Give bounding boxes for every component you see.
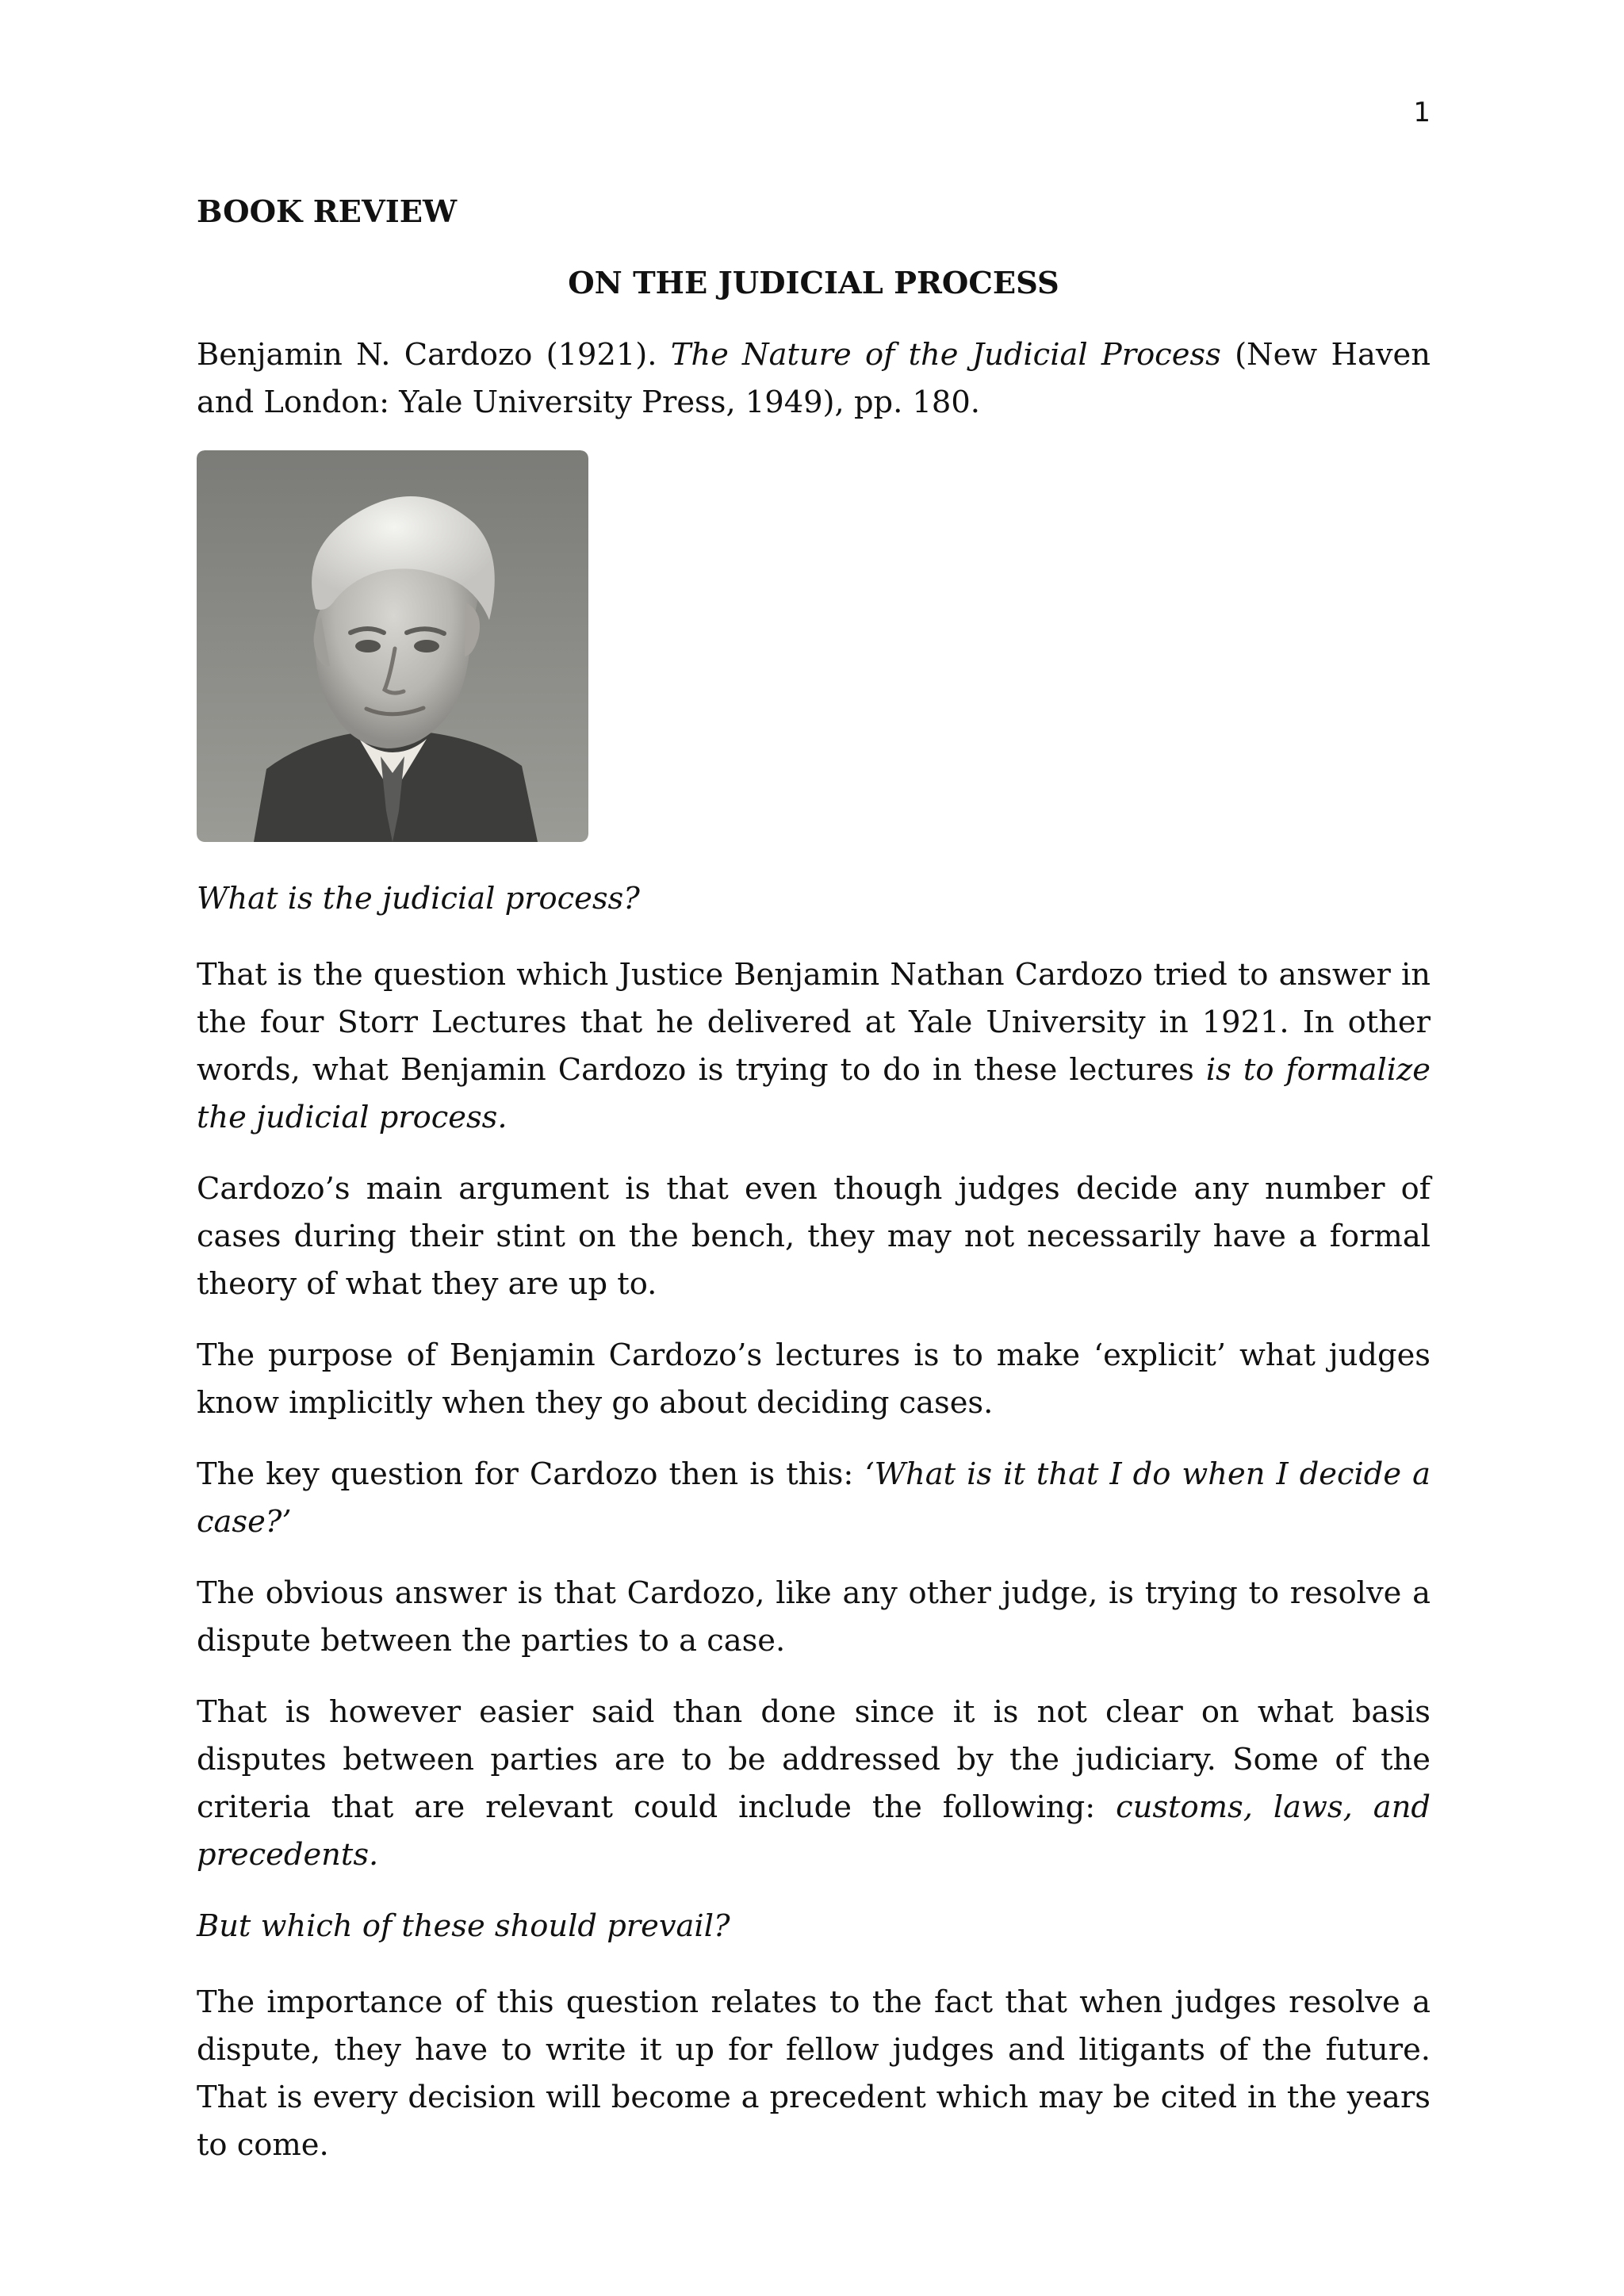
paragraph-5: The obvious answer is that Cardozo, like any other judge, is trying to resolve a dispute between the parties to a case.	[197, 1575, 1431, 1659]
paragraph-4-emphasis: ‘What is it that I do when I decide a case?’	[197, 1456, 1431, 1540]
paragraph-6	[197, 1689, 1431, 1879]
question-heading-1: What is the judicial process?	[197, 881, 640, 916]
paragraph-1-emphasis: is to formalize the judicial process.	[197, 1052, 1431, 1135]
book-citation	[197, 331, 1431, 427]
citation-book-title: The Nature of the Judicial Process	[670, 337, 1221, 373]
citation-prefix: Benjamin N. Cardozo (1921).	[197, 337, 671, 373]
paragraph-3: The purpose of Benjamin Cardozo’s lectures is to make ‘explicit’ what judges know implicitly when they go about deciding cases.	[197, 1337, 1431, 1421]
question-heading-2: But which of these should prevail?	[197, 1908, 730, 1944]
paragraph-1	[197, 951, 1431, 1142]
document-body	[197, 189, 1431, 2193]
page-number: 1	[1413, 97, 1431, 128]
citation-suffix: (New Haven and London: Yale University Press, 1949), pp. 180.	[197, 337, 1431, 420]
paragraph-7: The importance of this question relates to the fact that when judges resolve a dispute, they have to write it up for fellow judges and litigants of the future. That is every decision will become a precedent which may be cited in the years to come.	[197, 1984, 1431, 2163]
author-portrait	[197, 450, 588, 842]
paragraph-4-text: The key question for Cardozo then is this:	[197, 1456, 865, 1492]
paragraph-6-text: That is however easier said than done since it is not clear on what basis disputes between parties are to be addressed by the judiciary. Some of the criteria that are relevant could include the following:	[197, 1694, 1431, 1825]
review-label: BOOK REVIEW	[197, 194, 458, 230]
portrait-image	[197, 450, 588, 842]
paragraph-6-emphasis: customs, laws, and precedents.	[197, 1789, 1431, 1873]
paragraph-4	[197, 1451, 1431, 1546]
paragraph-1-text: That is the question which Justice Benjamin Nathan Cardozo tried to answer in the four Storr Lectures that he delivered at Yale University in 1921. In other words, what Benjamin Cardozo is trying to do in these lectures	[197, 957, 1431, 1088]
paragraph-2: Cardozo’s main argument is that even though judges decide any number of cases during their stint on the bench, they may not necessarily have a formal theory of what they are up to.	[197, 1171, 1431, 1302]
review-title: ON THE JUDICIAL PROCESS	[568, 266, 1059, 301]
